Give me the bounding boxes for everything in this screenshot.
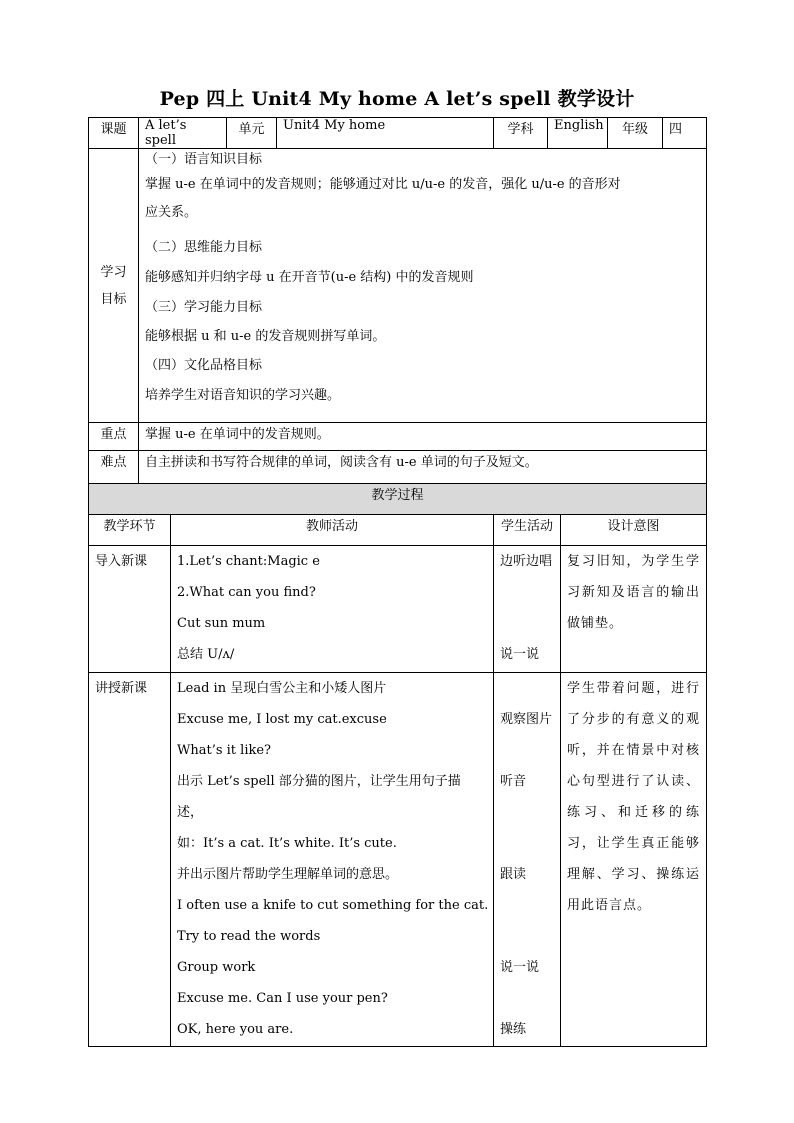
goal-4-text: 培养学生对语音知识的学习兴趣。 [145, 388, 341, 403]
goal-4-title: （四）文化品格目标 [145, 358, 263, 373]
process-band-row [89, 484, 707, 515]
difficulty-value: 自主拼读和书写符合规律的单词，阅读含有 u-e 单词的句子及短文。 [139, 451, 707, 484]
goal-1-text-1: 掌握 u-e 在单词中的发音规则；能够通过对比 u/u-e 的发音，强化 u/u-e 的音形对 [145, 177, 621, 192]
topic-value: A let’s spell [139, 118, 227, 149]
teacher-line: 述， [177, 805, 204, 820]
teacher-line: Cut sun mum [177, 616, 266, 631]
student-line: 说一说 [500, 960, 540, 975]
page-title: Pep 四上 Unit4 My home A let’s spell 教学设计 [159, 88, 635, 110]
teacher-line: 2.What can you find? [177, 585, 316, 600]
key-point-label: 重点 [89, 423, 139, 451]
topic-label: 课题 [89, 118, 139, 149]
student-line: 跟读 [500, 867, 527, 882]
student-line: 操练 [500, 1022, 527, 1037]
teacher-line: 总结 U/ʌ/ [177, 647, 235, 662]
student-line [500, 577, 554, 608]
teacher-line: Lead in 呈现白雪公主和小矮人图片 [177, 681, 387, 696]
stage-row-intro [89, 546, 707, 673]
key-point-value: 掌握 u-e 在单词中的发音规则。 [139, 423, 707, 451]
goal-2-text: 能够感知并归纳字母 u 在开音节(u-e 结构) 中的发音规则 [145, 270, 474, 285]
student-line [500, 673, 554, 704]
col-stage: 教学环节 [89, 515, 171, 546]
lesson-plan-table [88, 117, 707, 1047]
design-intent-new: 学生带着问题，进行了分步的有意义的观听，并在情景中对核心句型进行了认读、练习、和迁移的练习，让学生真正能够理解、学习、操练运用此语言点。 [561, 673, 707, 1047]
stage-row-new [89, 673, 707, 1047]
difficulty-row [89, 451, 707, 484]
unit-value: Unit4 My home [277, 118, 494, 149]
stage-name-text: 导入新课 [95, 554, 148, 569]
student-line [500, 735, 554, 766]
teacher-line: 并出示图片帮助学生理解单词的意思。 [177, 867, 399, 882]
goal-1-text-2: 应关系。 [145, 205, 198, 220]
student-activity-new [494, 673, 561, 1047]
key-point-row [89, 423, 707, 451]
grade-value: 四 [663, 118, 707, 149]
goals-label-line-2: 目标 [100, 291, 127, 307]
student-line: 说一说 [500, 647, 540, 662]
teacher-line: Try to read the words [177, 929, 321, 944]
col-student: 学生活动 [494, 515, 561, 546]
subject-label: 学科 [494, 118, 548, 149]
student-line [500, 828, 554, 859]
subject-value: English [548, 118, 608, 149]
teacher-line: OK, here you are. [177, 1022, 294, 1037]
teacher-line: Excuse me. Can I use your pen? [177, 991, 388, 1006]
student-line [500, 921, 554, 952]
teacher-line: 1.Let’s chant:Magic e [177, 554, 320, 569]
student-activity-intro [494, 546, 561, 673]
student-line [500, 983, 554, 1014]
student-line: 边听边唱 [500, 554, 553, 569]
teacher-line: Group work [177, 960, 256, 975]
col-intent: 设计意图 [561, 515, 707, 546]
col-teacher: 教师活动 [171, 515, 494, 546]
teacher-line: What’s it like? [177, 743, 272, 758]
difficulty-label: 难点 [89, 451, 139, 484]
teacher-line: I often use a knife to cut something for the cat. [177, 898, 489, 913]
student-line [500, 797, 554, 828]
goals-label-line-1: 学习 [100, 264, 127, 280]
goal-1-title: （一）语言知识目标 [145, 152, 263, 167]
goals-label [89, 149, 139, 423]
stage-name-text: 讲授新课 [95, 681, 148, 696]
goals-row [89, 149, 707, 423]
process-header-row [89, 515, 707, 546]
student-line [500, 608, 554, 639]
unit-label: 单元 [227, 118, 277, 149]
stage-name-new [89, 673, 171, 1047]
student-line [500, 890, 554, 921]
student-line: 观察图片 [500, 712, 553, 727]
teacher-line: 如：It’s a cat. It’s white. It’s cute. [177, 836, 397, 851]
goal-2-title: （二）思维能力目标 [145, 240, 263, 255]
grade-label: 年级 [608, 118, 663, 149]
teacher-activity-new [171, 673, 494, 1047]
design-intent-intro: 复习旧知，为学生学习新知及语言的输出做铺垫。 [561, 546, 707, 673]
stage-name-intro [89, 546, 171, 673]
teacher-activity-intro [171, 546, 494, 673]
goals-content [139, 149, 707, 423]
info-row [89, 118, 707, 149]
process-band: 教学过程 [89, 484, 707, 515]
goal-3-text: 能够根据 u 和 u-e 的发音规则拼写单词。 [145, 329, 386, 344]
goal-3-title: （三）学习能力目标 [145, 300, 263, 315]
student-line: 听音 [500, 774, 527, 789]
teacher-line: Excuse me, I lost my cat.excuse [177, 712, 387, 727]
teacher-line: 出示 Let’s spell 部分猫的图片，让学生用句子描 [177, 774, 461, 789]
